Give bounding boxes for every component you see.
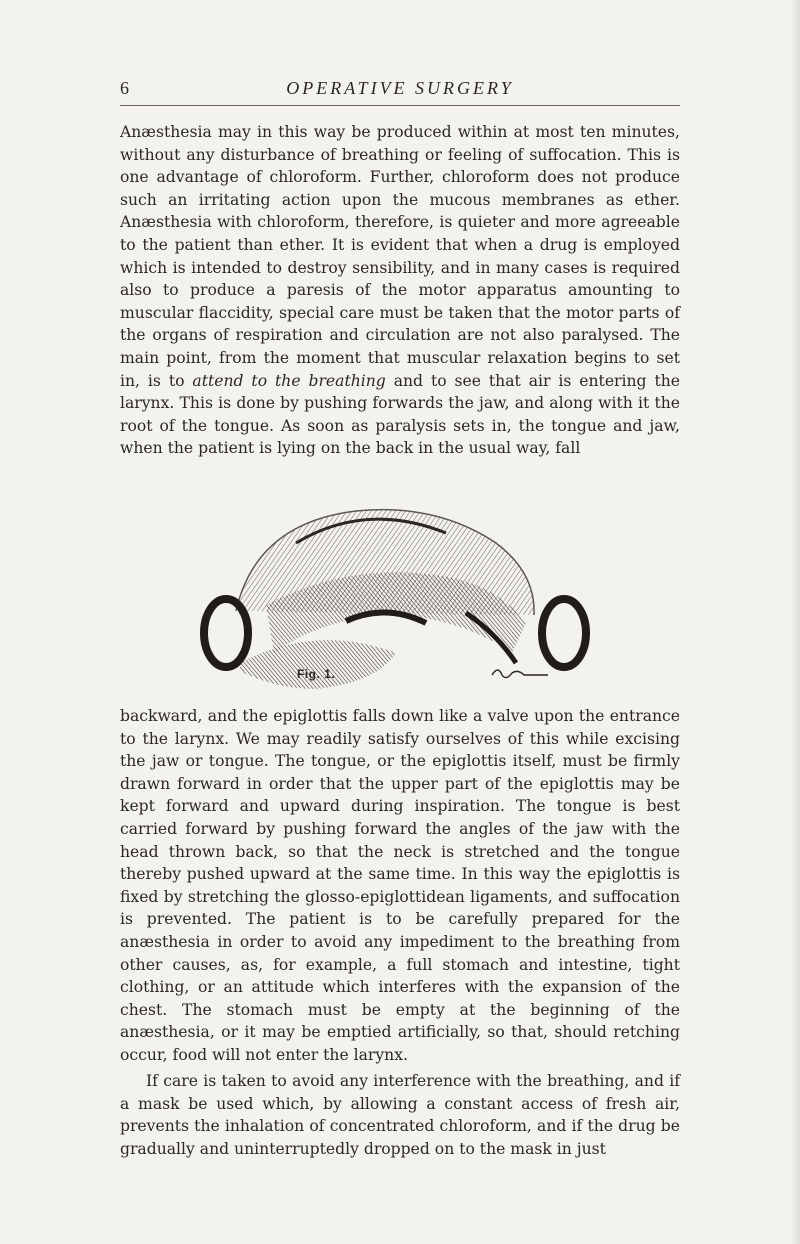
running-title: OPERATIVE SURGERY <box>286 78 514 98</box>
page-number: 6 <box>120 78 130 98</box>
paragraph-2: backward, and the epiglottis falls down like a valve upon the entrance to the larynx. We may readily satisfy ourselves of this while excising the jaw or tongue. The tongue, or the epiglottis itself, must be firmly drawn forward in order that the upper part of the epiglottis may be kept forward and upward during inspiration. The tongue is best carried forward by pushing forward the angles of the jaw with the head thrown back, so that the neck is stretched and the tongue thereby pushed upward at the same time. In this way the epiglottis is fixed by stretching the glosso-epiglottidean ligaments, and suffocation is prevented. The patient is to be carefully prepared for the anæsthesia in order to avoid any impediment to the breathing from other causes, as, for example, a full stomach and intestine, tight clothing, or an attitude which interferes with the expansion of the chest. The stomach must be empty at the beginning of the anæsthesia, or it may be emptied artificially, so that, should retching occur, food will not enter the larynx. <box>120 707 680 1064</box>
paragraph-1-text-b: and to see that air is entering the larynx. This is done by pushing forwards the jaw, and along with it the root of the tongue. As soon as paralysis sets in, the tongue and jaw, when the patient is lying on the back in the usual way, fall <box>120 371 680 458</box>
paragraph-1-emphasis: attend to the breathing <box>192 371 386 390</box>
paragraph-3: If care is taken to avoid any interference with the breathing, and if a mask be used which, by allowing a constant access of fresh air, prevents the inhalation of concentrated chloroform, and if the drug be gradually and uninterruptedly dropped on to the mask in just <box>120 1072 680 1158</box>
figure-1-jaw-mask-illustration <box>196 503 596 691</box>
running-head <box>120 78 680 102</box>
header-rule <box>120 105 680 106</box>
page-edge-shadow <box>790 0 800 1244</box>
paragraph-1 <box>120 121 680 460</box>
paragraph-1-text-a: Anæsthesia may in this way be produced within at most ten minutes, without any disturbance of breathing or feeling of suffocation. This is one advantage of chloroform. Further, chloroform does not produce such an irritating action upon the mucous membranes as ether. Anæsthesia with chloroform, therefore, is quieter and more agreeable to the patient than ether. It is evident that when a drug is employed which is intended to destroy sensibility, and in many cases is required also to produce a paresis of the motor apparatus amounting to muscular flaccidity, special care must be taken that the motor parts of the organs of respiration and circulation are not also paralysed. The main point, from the moment that muscular relaxation begins to set in, is to <box>120 123 680 390</box>
figure-caption: Fig. 1. <box>297 667 336 681</box>
